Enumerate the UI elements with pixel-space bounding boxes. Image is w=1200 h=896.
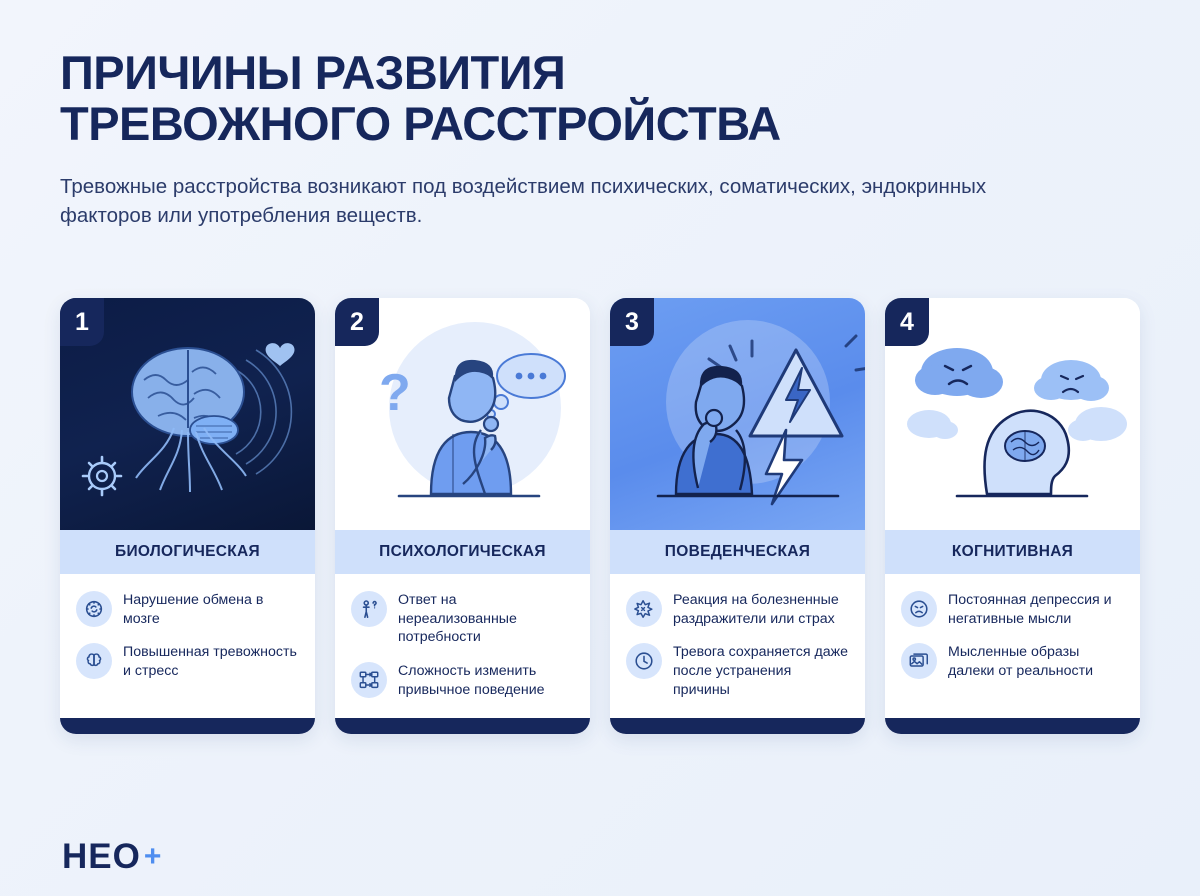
cloud-sad-left-icon bbox=[915, 348, 1003, 398]
card-1-label: БИОЛОГИЧЕСКАЯ bbox=[60, 530, 315, 574]
card-biological[interactable] bbox=[60, 298, 315, 734]
question-mark-icon bbox=[379, 364, 411, 422]
card-2-bullet-2-text: Сложность изменить привычное поведение bbox=[398, 663, 545, 698]
gear-icon bbox=[83, 457, 121, 495]
card-3-number-badge: 3 bbox=[610, 298, 654, 346]
card-4-bullet-2-text: Мысленные образы далеки от реальности bbox=[948, 644, 1094, 680]
burst-icon bbox=[626, 591, 662, 627]
card-3-body bbox=[610, 574, 865, 718]
card-4-body bbox=[885, 574, 1140, 718]
card-1-footer-bar bbox=[60, 718, 315, 734]
gear-recycle-icon bbox=[76, 591, 112, 627]
card-3-bullet-2 bbox=[626, 642, 849, 699]
cards-row bbox=[60, 298, 1140, 734]
card-4-bullet-2 bbox=[901, 642, 1124, 680]
card-2-bullet-1-text: Ответ на нереализованные потребности bbox=[398, 592, 517, 646]
card-1-bullet-1 bbox=[76, 590, 299, 628]
card-2-bullet-1 bbox=[351, 590, 574, 647]
card-1-bullet-2 bbox=[76, 642, 299, 680]
card-3-bullet-2-text: Тревога сохраняется даже после устранения причины bbox=[673, 644, 849, 698]
card-psychological[interactable] bbox=[335, 298, 590, 734]
clock-icon bbox=[626, 643, 662, 679]
card-4-number-badge: 4 bbox=[885, 298, 929, 346]
card-2-footer-bar bbox=[335, 718, 590, 734]
title-line-1: ПРИЧИНЫ РАЗВИТИЯ bbox=[60, 46, 566, 99]
svg-text:?: ? bbox=[379, 364, 411, 422]
card-2-label: ПСИХОЛОГИЧЕСКАЯ bbox=[335, 530, 590, 574]
person-question-icon bbox=[351, 591, 387, 627]
page-subtitle: Тревожные расстройства возникают под воздействием психических, соматических, эндокринных факторов или употребления веществ. bbox=[60, 174, 987, 227]
card-1-number-badge: 1 bbox=[60, 298, 104, 346]
logo bbox=[62, 839, 161, 874]
card-3-label: ПОВЕДЕНЧЕСКАЯ bbox=[610, 530, 865, 574]
card-1-illustration bbox=[60, 298, 315, 530]
images-icon bbox=[901, 643, 937, 679]
head-profile-icon bbox=[984, 411, 1068, 494]
card-4-illustration bbox=[885, 298, 1140, 530]
logo-text: НЕО bbox=[62, 837, 141, 876]
card-4-footer-bar bbox=[885, 718, 1140, 734]
card-2-number-badge: 2 bbox=[335, 298, 379, 346]
page-title bbox=[60, 48, 1140, 150]
card-1-body bbox=[60, 574, 315, 718]
brain-icon bbox=[76, 643, 112, 679]
card-cognitive[interactable] bbox=[885, 298, 1140, 734]
sad-face-icon bbox=[901, 591, 937, 627]
cloud-plain-icon bbox=[1068, 407, 1127, 441]
card-4-bullet-1-text: Постоянная депрессия и негативные мысли bbox=[948, 592, 1112, 627]
card-3-bullet-1-text: Реакция на болезненные раздражители или страх bbox=[673, 592, 839, 627]
logo-plus: + bbox=[143, 839, 162, 873]
card-4-label: КОГНИТИВНАЯ bbox=[885, 530, 1140, 574]
card-2-bullet-2 bbox=[351, 661, 574, 699]
card-behavioral[interactable] bbox=[610, 298, 865, 734]
card-2-illustration bbox=[335, 298, 590, 530]
flowchart-icon bbox=[351, 662, 387, 698]
title-line-2: ТРЕВОЖНОГО РАССТРОЙСТВА bbox=[60, 96, 781, 150]
card-3-illustration bbox=[610, 298, 865, 530]
card-4-bullet-1 bbox=[901, 590, 1124, 628]
card-2-body bbox=[335, 574, 590, 718]
card-1-bullet-1-text: Нарушение обмена в мозге bbox=[123, 592, 264, 627]
cloud-sad-right-icon bbox=[1034, 360, 1109, 401]
cloud-small-icon bbox=[907, 410, 958, 439]
card-3-bullet-1 bbox=[626, 590, 849, 628]
card-3-footer-bar bbox=[610, 718, 865, 734]
card-1-bullet-2-text: Повышенная тревожность и стресс bbox=[123, 644, 297, 680]
